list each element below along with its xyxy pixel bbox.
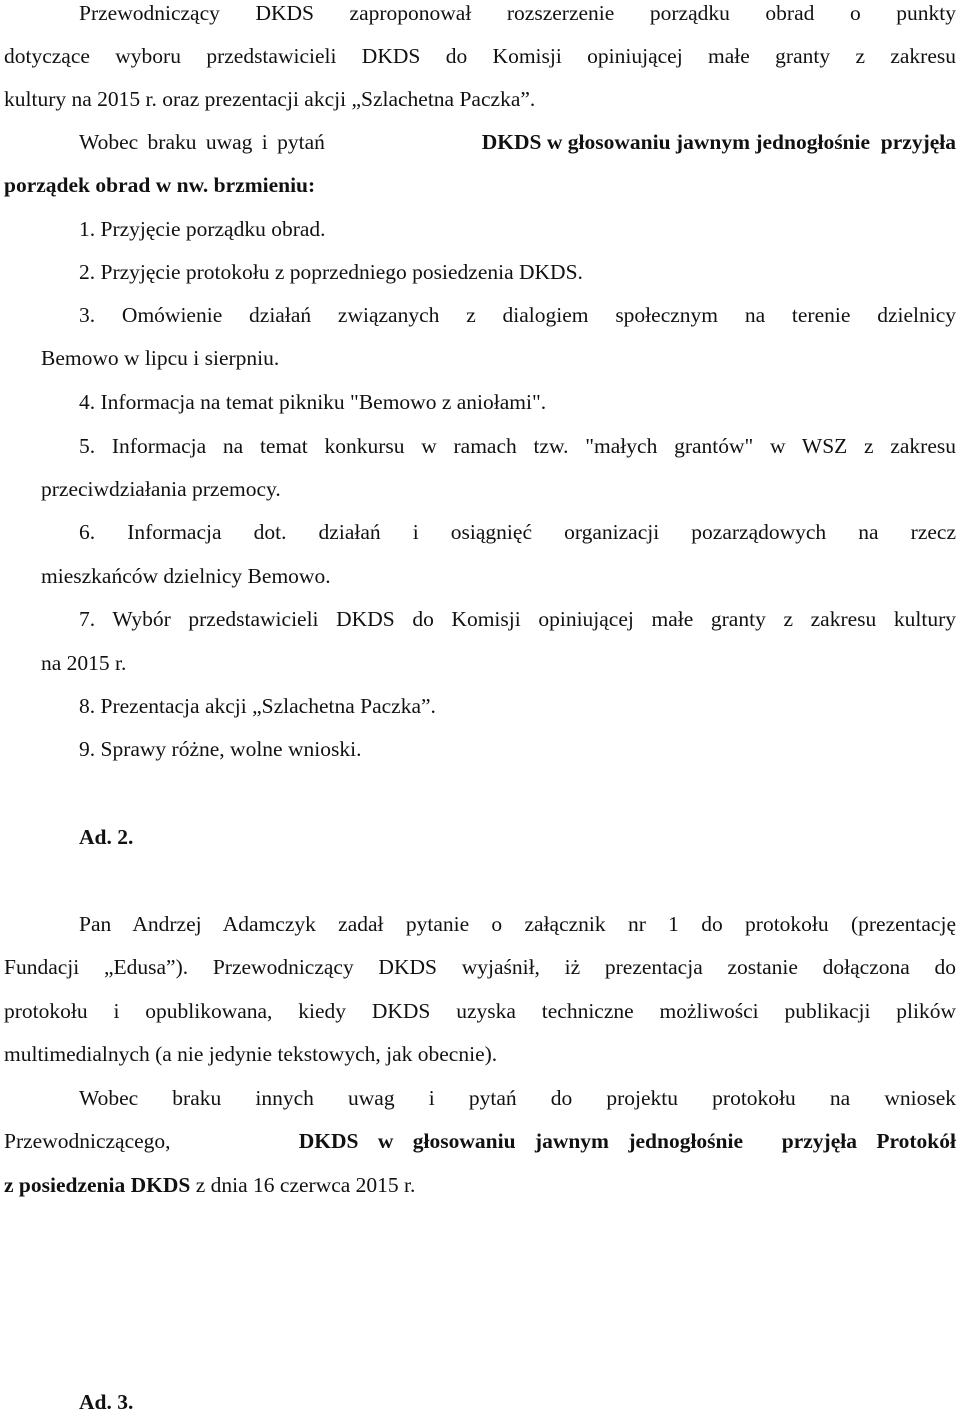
agenda-item-7-line-1: 7. Wybór przedstawicieli DKDS do Komisji opiniującej małe granty z zakresu kultury bbox=[79, 607, 956, 631]
ad2-paragraph-1-line-4: multimedialnych (a nie jedynie tekstowych, jak obecnie). bbox=[4, 1042, 498, 1066]
ad2-p2-line-2-text: Przewodniczącego, bbox=[4, 1129, 171, 1153]
ad2-paragraph-2-line-1: Wobec braku innych uwag i pytań do projektu protokołu na wniosek bbox=[79, 1086, 956, 1110]
intro-line-5-bold: porządek obrad w nw. brzmieniu: bbox=[4, 173, 316, 197]
ad2-p2-line-2-bold: DKDS w głosowaniu jawnym jednogłośnie przyjęła Protokół bbox=[298, 1129, 956, 1153]
agenda-item-5-line-2: przeciwdziałania przemocy. bbox=[41, 477, 281, 501]
agenda-item-8: 8. Prezentacja akcji „Szlachetna Paczka”. bbox=[79, 694, 436, 718]
agenda-item-6-line-1: 6. Informacja dot. działań i osiągnięć organizacji pozarządowych na rzecz bbox=[79, 520, 956, 544]
agenda-item-3-line-1: 3. Omówienie działań związanych z dialogiem społecznym na terenie dzielnicy bbox=[79, 303, 956, 327]
agenda-item-5-line-1: 5. Informacja na temat konkursu w ramach tzw. "małych grantów" w WSZ z zakresu bbox=[79, 434, 956, 458]
agenda-item-9: 9. Sprawy różne, wolne wnioski. bbox=[79, 737, 362, 761]
ad2-paragraph-1-line-1: Pan Andrzej Adamczyk zadał pytanie o załącznik nr 1 do protokołu (prezentację bbox=[79, 912, 956, 936]
ad2-heading-text: Ad. 2. bbox=[79, 825, 134, 849]
intro-line-5 bbox=[4, 175, 315, 197]
ad2-paragraph-2-line-2 bbox=[4, 1131, 956, 1153]
agenda-item-7-line-2: na 2015 r. bbox=[41, 651, 127, 675]
intro-line-2: dotyczące wyboru przedstawicieli DKDS do Komisji opiniującej małe granty z zakresu bbox=[4, 44, 956, 68]
ad2-paragraph-1-line-3: protokołu i opublikowana, kiedy DKDS uzyska techniczne możliwości publikacji plików bbox=[4, 999, 956, 1023]
ad2-p2-line-3-bold: z posiedzenia DKDS bbox=[4, 1173, 191, 1197]
agenda-item-3-line-2: Bemowo w lipcu i sierpniu. bbox=[41, 346, 280, 370]
intro-line-4-bold: DKDS w głosowaniu jawnym jednogłośnie przyjęła bbox=[481, 130, 956, 154]
intro-line-1: Przewodniczący DKDS zaproponował rozszerzenie porządku obrad o punkty bbox=[79, 1, 956, 25]
ad2-paragraph-1-line-2: Fundacji „Edusa”). Przewodniczący DKDS wyjaśnił, iż prezentacja zostanie dołączona do bbox=[4, 955, 956, 979]
ad2-p2-line-3-text: z dnia 16 czerwca 2015 r. bbox=[195, 1173, 416, 1197]
agenda-item-2: 2. Przyjęcie protokołu z poprzedniego posiedzenia DKDS. bbox=[79, 260, 583, 284]
agenda-item-4: 4. Informacja na temat pikniku "Bemowo z aniołami". bbox=[79, 390, 547, 414]
ad2-paragraph-2-line-3 bbox=[4, 1175, 415, 1197]
ad3-heading bbox=[79, 1392, 133, 1414]
intro-line-3: kultury na 2015 r. oraz prezentacji akcji „Szlachetna Paczka”. bbox=[4, 87, 536, 111]
agenda-item-1: 1. Przyjęcie porządku obrad. bbox=[79, 217, 326, 241]
ad3-heading-text: Ad. 3. bbox=[79, 1390, 134, 1414]
agenda-item-6-line-2: mieszkańców dzielnicy Bemowo. bbox=[41, 564, 331, 588]
intro-line-4-text: Wobec braku uwag i pytań bbox=[79, 130, 325, 154]
ad2-heading bbox=[79, 827, 133, 849]
intro-line-4 bbox=[79, 132, 956, 154]
